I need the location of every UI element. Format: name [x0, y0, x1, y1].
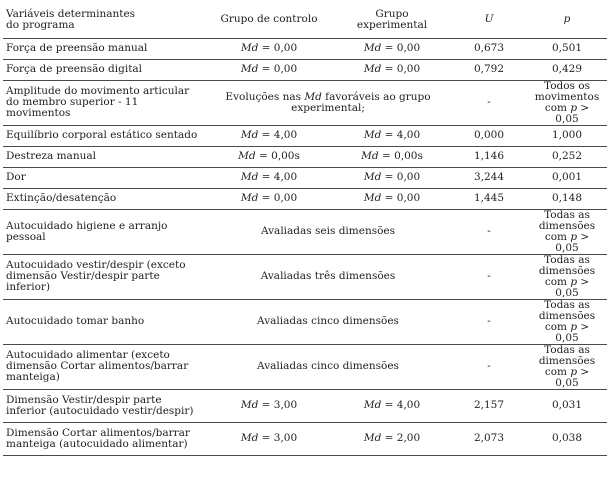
u-statistic-cell: - [487, 360, 491, 372]
table-row [3, 422, 607, 455]
variable-cell: Equilíbrio corporal estático sentado [6, 129, 198, 141]
p-value-cell: Todas as dimensões com p > 0,05 [538, 299, 596, 344]
control-group-cell: Md = 0,00 [240, 192, 298, 204]
table-row [3, 167, 607, 188]
variable-cell: Autocuidado vestir/despir (exceto dimensão Vestir/despir parte inferior) [6, 259, 186, 293]
p-value-cell: Todas as dimensões com p > 0,05 [538, 344, 596, 389]
p-value-cell: 0,001 [551, 171, 583, 183]
variable-cell: Dimensão Cortar alimentos/barrar manteiga (autocuidado alimentar) [6, 426, 190, 450]
u-statistic-cell: 0,673 [473, 42, 505, 54]
u-statistic-cell: - [487, 315, 491, 327]
table-row [3, 146, 607, 167]
u-statistic-cell: - [487, 96, 491, 108]
group-summary-cell: Avaliadas três dimensões [260, 270, 396, 282]
table-row [3, 299, 607, 344]
variable-cell: Destreza manual [6, 150, 96, 162]
experimental-group-cell: Md = 0,00 [363, 42, 421, 54]
header-p-value: p [563, 13, 571, 26]
variable-cell: Autocuidado tomar banho [6, 315, 145, 327]
p-value-cell: 0,429 [551, 63, 583, 75]
variable-cell: Dimensão Vestir/despir parte inferior (autocuidado vestir/despir) [6, 393, 194, 417]
p-value-cell: 0,031 [551, 399, 583, 411]
u-statistic-cell: 0,000 [473, 129, 505, 141]
variable-cell: Autocuidado higiene e arranjo pessoal [6, 219, 168, 243]
u-statistic-cell: 1,146 [473, 150, 505, 162]
variable-cell: Extinção/desatenção [6, 192, 117, 204]
variable-cell: Amplitude do movimento articular do membro superior - 11 movimentos [6, 85, 190, 119]
header-control-group: Grupo de controlo [220, 13, 318, 26]
table-row [3, 125, 607, 146]
u-statistic-cell: 2,073 [473, 432, 505, 444]
experimental-group-cell: Md = 4,00 [363, 129, 421, 141]
p-value-cell: 0,038 [551, 432, 583, 444]
group-summary-cell: Avaliadas seis dimensões [260, 225, 396, 237]
variable-cell: Autocuidado alimentar (exceto dimensão Cortar alimentos/barrar manteiga) [6, 349, 189, 383]
control-group-cell: Md = 3,00 [240, 399, 298, 411]
table-row [3, 80, 607, 125]
u-statistic-cell: 3,244 [473, 171, 505, 183]
u-statistic-cell: 0,792 [473, 63, 505, 75]
variable-cell: Força de preensão manual [6, 42, 148, 54]
control-group-cell: Md = 0,00 [240, 63, 298, 75]
table-row [3, 389, 607, 422]
table-row [3, 188, 607, 209]
header-experimental-group: Grupo experimental [356, 7, 428, 31]
control-group-cell: Md = 0,00s [238, 150, 300, 162]
p-value-cell: 0,501 [551, 42, 583, 54]
control-group-cell: Md = 4,00 [240, 171, 298, 183]
experimental-group-cell: Md = 0,00 [363, 192, 421, 204]
u-statistic-cell: - [487, 225, 491, 237]
p-value-cell: Todos os movimentos com p > 0,05 [534, 80, 600, 125]
table-row [3, 254, 607, 299]
header-variable: Variáveis determinantes do programa [6, 7, 136, 31]
p-value-cell: Todas as dimensões com p > 0,05 [538, 254, 596, 299]
u-statistic-cell: 1,445 [473, 192, 505, 204]
p-value-cell: Todas as dimensões com p > 0,05 [538, 209, 596, 254]
experimental-group-cell: Md = 4,00 [363, 399, 421, 411]
table-row [3, 344, 607, 389]
control-group-cell: Md = 3,00 [240, 432, 298, 444]
experimental-group-cell: Md = 0,00s [361, 150, 423, 162]
experimental-group-cell: Md = 2,00 [363, 432, 421, 444]
p-value-cell: 0,148 [551, 192, 583, 204]
u-statistic-cell: - [487, 270, 491, 282]
results-table [3, 2, 607, 456]
header-u-statistic: U [484, 13, 494, 26]
table-row [3, 38, 607, 59]
variable-cell: Força de preensão digital [6, 63, 143, 75]
control-group-cell: Md = 0,00 [240, 42, 298, 54]
u-statistic-cell: 2,157 [473, 399, 505, 411]
table-row [3, 59, 607, 80]
group-summary-cell: Avaliadas cinco dimensões [257, 315, 399, 327]
p-value-cell: 1,000 [551, 129, 583, 141]
group-summary-cell: Evoluções nas Md favoráveis ao grupo experimental; [225, 90, 431, 114]
table-body [3, 38, 607, 455]
table-header-row [3, 2, 607, 38]
table-row [3, 209, 607, 254]
variable-cell: Dor [6, 171, 26, 183]
control-group-cell: Md = 4,00 [240, 129, 298, 141]
group-summary-cell: Avaliadas cinco dimensões [257, 360, 399, 372]
experimental-group-cell: Md = 0,00 [363, 63, 421, 75]
experimental-group-cell: Md = 0,00 [363, 171, 421, 183]
p-value-cell: 0,252 [551, 150, 583, 162]
